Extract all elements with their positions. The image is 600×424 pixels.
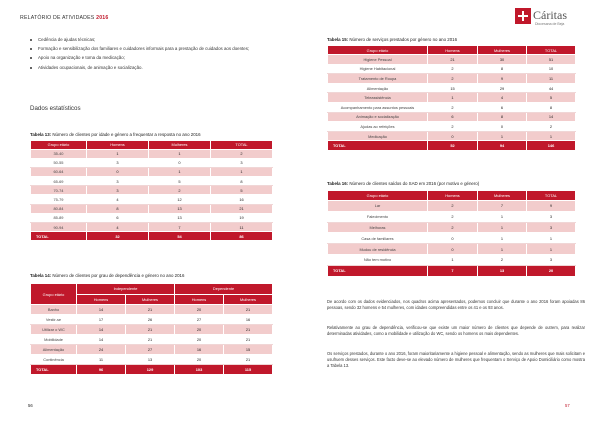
table-row — [31, 223, 273, 232]
table-cell: 11 — [77, 355, 126, 365]
table-cell: 21 — [224, 335, 273, 345]
row-label: 70-74 — [31, 186, 87, 195]
total-label: TOTAL — [31, 232, 87, 241]
total-cell: 96 — [77, 365, 126, 375]
table14-caption-label: Tabela 14: — [30, 273, 52, 278]
table-cell: 2 — [428, 64, 478, 74]
row-label: Mobilidade — [31, 335, 77, 345]
conclusion-paragraph-2: Relativamente ao grau de dependência, verificou-se que existe um maior número de clientes que depende de outrem, para realizar determinadas atividades, como a mobilidade e utilização do WC, sendo os homens os mais dependentes. — [327, 325, 585, 337]
table-row — [328, 211, 576, 222]
table-cell: 21 — [126, 325, 175, 335]
table-cell: 27 — [126, 345, 175, 355]
row-label: Ajudas ao refeições — [328, 122, 428, 132]
conclusion-paragraph-3: Os serviços prestados, durante o ano 2016, foram maioritariamente a higiene pessoal e alimentação, sendo as mulheres que mais solicitam e usufruem desses serviços. Este facto deve-se ao elevado número de mulheres que frequentam o Serviço de Apoio Domiciliário como mostra a Tabela 13. — [327, 351, 585, 369]
table-row — [31, 186, 273, 195]
table-cell: 10 — [527, 64, 576, 74]
table-cell: 2 — [428, 122, 478, 132]
table-row — [31, 204, 273, 213]
table-cell: 7 — [149, 223, 211, 232]
total-cell: 146 — [527, 141, 576, 151]
table-row — [31, 167, 273, 176]
column-header: TOTAL — [527, 46, 576, 55]
table15-caption-label: Tabela 15: — [327, 37, 349, 42]
row-label: Tratamento de Roupa — [328, 74, 428, 84]
bullet-item: Atividades ocupacionais, de animação e socialização. — [30, 65, 280, 71]
table-cell: 14 — [77, 325, 126, 335]
table-row — [328, 233, 576, 244]
table-15 — [327, 45, 576, 151]
table-cell: 11 — [211, 223, 273, 232]
table-cell: 2 — [428, 102, 478, 112]
table13-caption — [30, 132, 201, 137]
column-header: Homens — [428, 46, 478, 55]
table-cell: 3 — [87, 177, 149, 186]
table-cell: 0 — [428, 131, 478, 141]
table-row — [328, 244, 576, 255]
table-cell: 9 — [478, 74, 527, 84]
table-cell: 13 — [149, 213, 211, 222]
total-row — [328, 265, 576, 276]
row-label: Não tem motivo — [328, 254, 428, 265]
table-cell: 21 — [224, 325, 273, 335]
table-13 — [30, 140, 273, 241]
table-cell: 3 — [527, 211, 576, 222]
table-cell: 2 — [478, 254, 527, 265]
table-cell: 27 — [175, 315, 224, 325]
table-cell: 6 — [428, 112, 478, 122]
table-cell: 4 — [87, 195, 149, 204]
services-bullet-list — [30, 37, 280, 74]
cross-icon — [515, 8, 531, 24]
table-cell: 30 — [478, 55, 527, 65]
row-label: Alimentação — [328, 83, 428, 93]
table-row — [31, 325, 273, 335]
table-cell: 5 — [211, 186, 273, 195]
table-cell: 20 — [175, 325, 224, 335]
row-label: 35-40 — [31, 149, 87, 158]
header-row — [328, 46, 576, 55]
table-cell: 14 — [77, 335, 126, 345]
table-cell: 15 — [428, 83, 478, 93]
table-cell: 1 — [478, 211, 527, 222]
table-cell: 16 — [175, 345, 224, 355]
table-cell: 21 — [428, 55, 478, 65]
table-cell: 20 — [175, 305, 224, 315]
table-cell: 14 — [77, 305, 126, 315]
table-cell: 3 — [87, 158, 149, 167]
table-row — [31, 195, 273, 204]
table14-caption — [30, 273, 184, 278]
table-cell: 6 — [87, 213, 149, 222]
table-cell: 8 — [478, 64, 527, 74]
total-cell: 7 — [428, 265, 478, 276]
table-cell: 20 — [175, 355, 224, 365]
table-row — [31, 335, 273, 345]
table-cell: 21 — [211, 204, 273, 213]
total-label: TOTAL — [328, 265, 428, 276]
caritas-logo — [515, 8, 595, 30]
table-cell: 3 — [87, 186, 149, 195]
table-cell: 14 — [527, 112, 576, 122]
row-label: Casa de familiares — [328, 233, 428, 244]
table-cell: 15 — [224, 345, 273, 355]
table-row — [328, 83, 576, 93]
table-cell: 1 — [527, 244, 576, 255]
table-cell: 19 — [211, 213, 273, 222]
table-cell: 5 — [149, 177, 211, 186]
column-header: Mulheres — [149, 141, 211, 150]
table-cell: 8 — [478, 112, 527, 122]
table-14 — [30, 283, 273, 375]
table-cell: 24 — [77, 345, 126, 355]
table-cell: 1 — [527, 233, 576, 244]
row-label: Acompanhamento para assuntos pessoais — [328, 102, 428, 112]
row-label: 50-55 — [31, 158, 87, 167]
table-cell: 8 — [527, 102, 576, 112]
table-cell: 2 — [428, 201, 478, 212]
table-cell: 1 — [149, 149, 211, 158]
conclusion-paragraph-1: De acordo com os dados evidenciados, nos quadros acima apresentados, podemos concluir que durante o ano 2016 foram apoiadas 86 pessoas, sendo 32 homens e 54 mulheres, com idades compreendidas entre os 41 e os 93 anos. — [327, 299, 585, 311]
table-cell: 1 — [478, 131, 527, 141]
row-label: Continência — [31, 355, 77, 365]
table-row — [328, 201, 576, 212]
table-cell: 0 — [87, 167, 149, 176]
row-label: Utilizar o WC — [31, 325, 77, 335]
table-cell: 2 — [428, 222, 478, 233]
table-cell: 3 — [527, 254, 576, 265]
table-cell: 8 — [87, 204, 149, 213]
table-cell: 17 — [77, 315, 126, 325]
table-cell: 26 — [126, 315, 175, 325]
total-label: TOTAL — [328, 141, 428, 151]
table-cell: 8 — [211, 177, 273, 186]
row-label: Falecimento — [328, 211, 428, 222]
row-label: Mudou de residência — [328, 244, 428, 255]
table-row — [328, 222, 576, 233]
table-row — [328, 93, 576, 103]
section-title: Dados estatísticos — [30, 105, 81, 112]
header-row — [328, 191, 576, 201]
table-cell: 12 — [149, 195, 211, 204]
header-row — [31, 284, 273, 295]
total-cell: 103 — [175, 365, 224, 375]
row-label: Medicação — [328, 131, 428, 141]
page-number-left: 56 — [28, 403, 33, 408]
table-cell: 1 — [87, 149, 149, 158]
row-label: 90-94 — [31, 223, 87, 232]
column-header: Grupo etário — [31, 141, 87, 150]
row-label: 80-84 — [31, 204, 87, 213]
total-cell: 52 — [428, 141, 478, 151]
table16-caption — [327, 181, 479, 186]
report-header — [20, 15, 108, 21]
table-cell: 0 — [478, 122, 527, 132]
table-row — [31, 305, 273, 315]
row-label: Animação e socialização — [328, 112, 428, 122]
total-row — [328, 141, 576, 151]
row-label: Alimentação — [31, 345, 77, 355]
column-header: Homens — [87, 141, 149, 150]
table-cell: 1 — [478, 222, 527, 233]
table-cell: 16 — [211, 195, 273, 204]
table-cell: 1 — [478, 244, 527, 255]
table-row — [31, 158, 273, 167]
logo-tagline: Diocesana de Beja — [535, 22, 565, 26]
header-row — [31, 141, 273, 150]
logo-name: Cáritas — [533, 8, 567, 22]
table-cell: 13 — [126, 355, 175, 365]
total-cell: 86 — [211, 232, 273, 241]
total-cell: 32 — [87, 232, 149, 241]
table-row — [328, 112, 576, 122]
table-cell: 21 — [126, 335, 175, 345]
table-cell: 16 — [224, 315, 273, 325]
table-cell: 21 — [126, 305, 175, 315]
table-cell: 3 — [527, 222, 576, 233]
table15-caption-text: Número de serviços prestados por género no ano 2016 — [348, 37, 458, 42]
row-label: Melhoras — [328, 222, 428, 233]
table-cell: 3 — [211, 158, 273, 167]
row-label: 75-79 — [31, 195, 87, 204]
table13-caption-text: Número de clientes por idade e género a frequentar a resposta no ano 2016 — [51, 132, 201, 137]
total-cell: 94 — [478, 141, 527, 151]
table-cell: 5 — [527, 93, 576, 103]
bullet-item: Apoio na organização e toma da medicação; — [30, 55, 280, 61]
total-cell: 13 — [478, 265, 527, 276]
table-row — [328, 102, 576, 112]
column-header: Grupo etário — [31, 284, 77, 305]
row-label: Higiene Habitacional — [328, 64, 428, 74]
table-cell: 0 — [428, 244, 478, 255]
table-cell: 13 — [149, 204, 211, 213]
table-cell: 7 — [478, 201, 527, 212]
column-header: Mulheres — [478, 191, 527, 201]
table-row — [328, 55, 576, 65]
table-row — [31, 315, 273, 325]
bullet-item: Formação e sensibilização dos familiares e cuidadores informais para a prestação de cuidados aos doentes; — [30, 46, 280, 52]
row-label: 60-64 — [31, 167, 87, 176]
table16-caption-label: Tabela 16: — [327, 181, 349, 186]
table-cell: 4 — [478, 93, 527, 103]
table-cell: 51 — [527, 55, 576, 65]
column-header: Grupo etário — [328, 46, 428, 55]
table-cell: 21 — [224, 305, 273, 315]
table-cell: 1 — [478, 233, 527, 244]
table-cell: 1 — [149, 167, 211, 176]
bullet-item: Cedência de ajudas técnicas; — [30, 37, 280, 43]
total-label: TOTAL — [31, 365, 77, 375]
page-number-right: 57 — [565, 403, 570, 408]
row-label: Lar — [328, 201, 428, 212]
total-row — [31, 365, 273, 375]
column-header: TOTAL — [527, 191, 576, 201]
column-header: Mulheres — [126, 294, 175, 305]
report-year: 2016 — [96, 15, 109, 21]
column-header: TOTAL — [211, 141, 273, 150]
table-cell: 9 — [527, 201, 576, 212]
table-row — [31, 213, 273, 222]
table-cell: 11 — [527, 74, 576, 84]
column-header: Mulheres — [224, 294, 273, 305]
table-cell: 6 — [478, 102, 527, 112]
table-row — [328, 64, 576, 74]
column-header: Mulheres — [478, 46, 527, 55]
table-cell: 20 — [175, 335, 224, 345]
table-cell: 2 — [211, 149, 273, 158]
row-label: 65-69 — [31, 177, 87, 186]
table-row — [328, 254, 576, 265]
total-cell: 20 — [527, 265, 576, 276]
table16-caption-text: Número de clientes saídos do SAD em 2016 (por motivo e género) — [348, 181, 480, 186]
table-row — [31, 345, 273, 355]
total-cell: 129 — [126, 365, 175, 375]
report-title: RELATÓRIO DE ATIVIDADES — [20, 15, 95, 21]
column-header: Grupo etário — [328, 191, 428, 201]
table-cell: 0 — [428, 233, 478, 244]
table-cell: 29 — [478, 83, 527, 93]
table-cell: 2 — [428, 211, 478, 222]
row-label: Teleassistência — [328, 93, 428, 103]
row-label: Higiene Pessoal — [328, 55, 428, 65]
table-cell: 2 — [428, 74, 478, 84]
row-label: Banho — [31, 305, 77, 315]
table15-caption — [327, 37, 457, 42]
column-header: Homens — [175, 294, 224, 305]
column-header: Homens — [428, 191, 478, 201]
column-header: Independente — [77, 284, 175, 295]
table-cell: 44 — [527, 83, 576, 93]
table-row — [328, 122, 576, 132]
row-label: 85-89 — [31, 213, 87, 222]
table-cell: 1 — [428, 254, 478, 265]
total-cell: 54 — [149, 232, 211, 241]
table-row — [31, 177, 273, 186]
table-row — [31, 149, 273, 158]
total-row — [31, 232, 273, 241]
table-row — [328, 74, 576, 84]
table-row — [328, 131, 576, 141]
row-label: Vestir-se — [31, 315, 77, 325]
total-cell: 115 — [224, 365, 273, 375]
table-cell: 0 — [149, 158, 211, 167]
table-cell: 1 — [527, 131, 576, 141]
table13-caption-label: Tabela 13: — [30, 132, 52, 137]
table-cell: 21 — [224, 355, 273, 365]
table-16 — [327, 190, 576, 277]
table-cell: 4 — [87, 223, 149, 232]
table-cell: 1 — [211, 167, 273, 176]
table-cell: 1 — [428, 93, 478, 103]
column-header: Homens — [77, 294, 126, 305]
column-header: Dependente — [175, 284, 273, 295]
table-cell: 2 — [149, 186, 211, 195]
table-row — [31, 355, 273, 365]
table14-caption-text: Número de clientes por grau de dependência e género no ano 2016 — [51, 273, 185, 278]
table-cell: 2 — [527, 122, 576, 132]
